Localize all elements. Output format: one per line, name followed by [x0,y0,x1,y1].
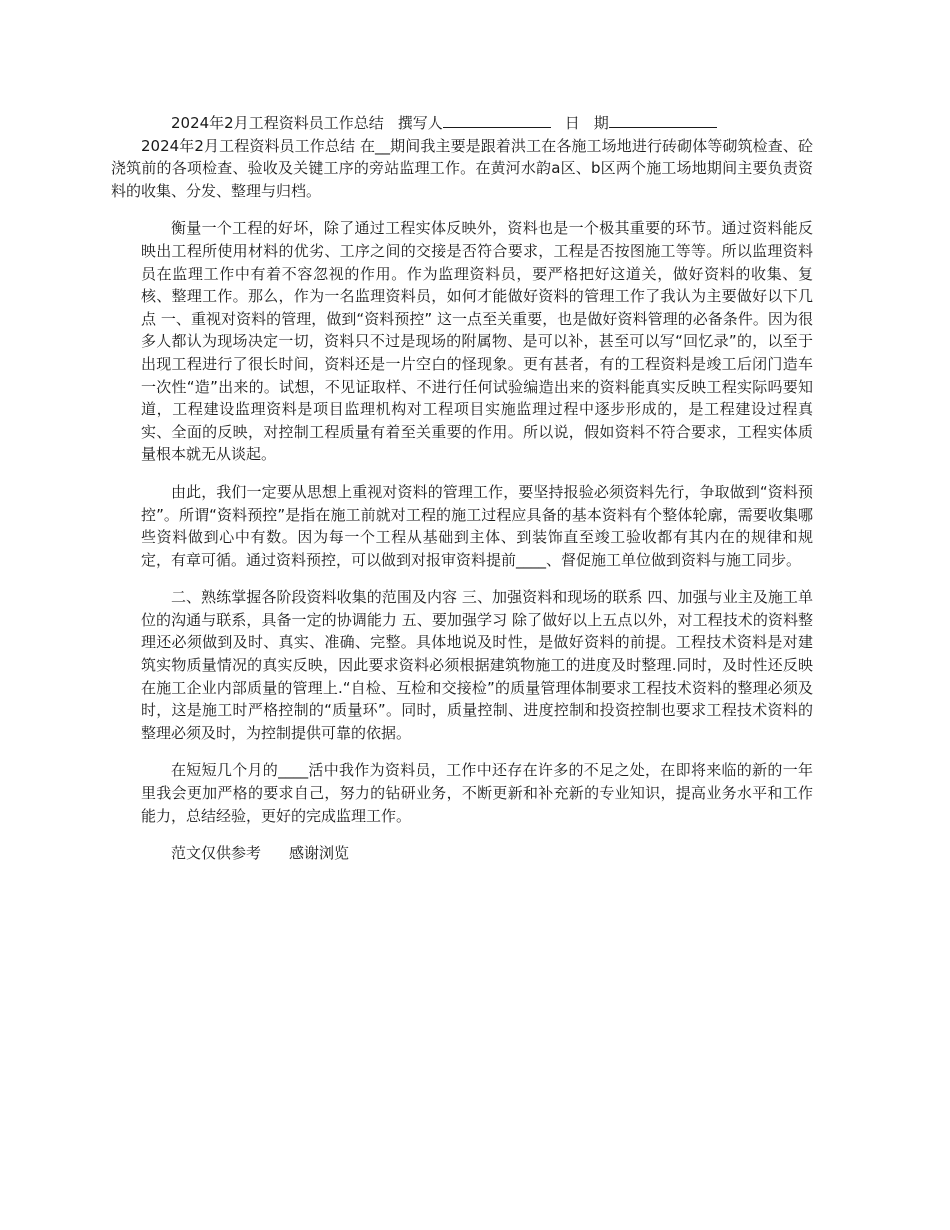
footer-note-1: 范文仅供参考 [171,844,262,863]
date-label-1: 日 [564,114,580,132]
date-label-2: 期 [593,114,609,132]
paragraph-5: 在短短几个月的____活中我作为资料员，工作中还存在许多的不足之处，在即将来临的新的一年里我会更加严格的要求自己，努力的钻研业务，不断更新和补充新的专业知识，提高业务水平和工作能力，总结经验，更好的完成监理工作。 [141,761,813,825]
author-blank [443,112,551,128]
document-body [111,112,813,880]
header-line [171,114,717,132]
paragraph-4: 二、熟练掌握各阶段资料收集的范围及内容 三、加强资料和现场的联系 四、加强与业主及施工单位的沟通与联系，具备一定的协调能力 五、要加强学习 除了做好以上五点以外，对工程技术的资料整理还必须做到及时、真实、准确、完整。具体地说及时性，是做好资料的前提。工程技术资料是对建筑实物质量情况的真实反映，因此要求资料必须根据建筑物施工的进度及时整理.同时，及时性还反映在施工企业内部质量的管理上.“自检、互检和交接检”的质量管理体制要求工程技术资料的整理必须及时，这是施工时严格控制的“质量环”。同时，质量控制、进度控制和投资控制也要求工程技术资料的整理必须及时，为控制提供可靠的依据。 [141,588,813,742]
intro-paragraph [111,112,813,202]
author-label: 撰写人 [397,114,443,132]
document-title: 2024年2月工程资料员工作总结 [171,114,384,132]
paragraph-1-text: 2024年2月工程资料员工作总结 在__期间我主要是跟着洪工在各施工场地进行砖砌体等砌筑检查、砼浇筑前的各项检查、验收及关键工序的旁站监理工作。在黄河水韵a区、b区两个施工场地期间主要负责资料的收集、分发、整理与归档。 [111,136,813,200]
paragraph-3: 由此，我们一定要从思想上重视对资料的管理工作，要坚持报验必须资料先行，争取做到“资料预控”。所谓“资料预控”是指在施工前就对工程的施工过程应具备的基本资料有个整体轮廓，需要收集哪些资料做到心中有数。因为每一个工程从基础到主体、到装饰直至竣工验收都有其内在的规律和规定，有章可循。通过资料预控，可以做到对报审资料提前____、督促施工单位做到资料与施工同步。 [141,482,813,569]
paragraph-2: 衡量一个工程的好坏，除了通过工程实体反映外，资料也是一个极其重要的环节。通过资料能反映出工程所使用材料的优劣、工序之间的交接是否符合要求，工程是否按图施工等等。所以监理资料员在监理工作中有着不容忽视的作用。作为监理资料员，要严格把好这道关，做好资料的收集、复核、整理工作。那么，作为一名监理资料员，如何才能做好资料的管理工作了我认为主要做好以下几点 一、重视对资料的管理，做到“资料预控” 这一点至关重要，也是做好资料管理的必备条件。因为很多人都认为现场决定一切，资料只不过是现场的附属物、是可以补，甚至可以写“回忆录”的，以至于出现工程进行了很长时间，资料还是一片空白的怪现象。更有甚者，有的工程资料是竣工后闭门造车一次性“造”出来的。试想，不见证取样、不进行任何试验编造出来的资料能真实反映工程实际吗要知道，工程建设监理资料是项目监理机构对工程项目实施监理过程中逐步形成的，是工程建设过程真实、全面的反映，对控制工程质量有着至关重要的作用。所以说，假如资料不符合要求，工程实体质量根本就无从谈起。 [141,219,813,464]
footer-note [141,842,813,865]
footer-note-2: 感谢浏览 [289,844,350,863]
date-blank [609,112,717,128]
